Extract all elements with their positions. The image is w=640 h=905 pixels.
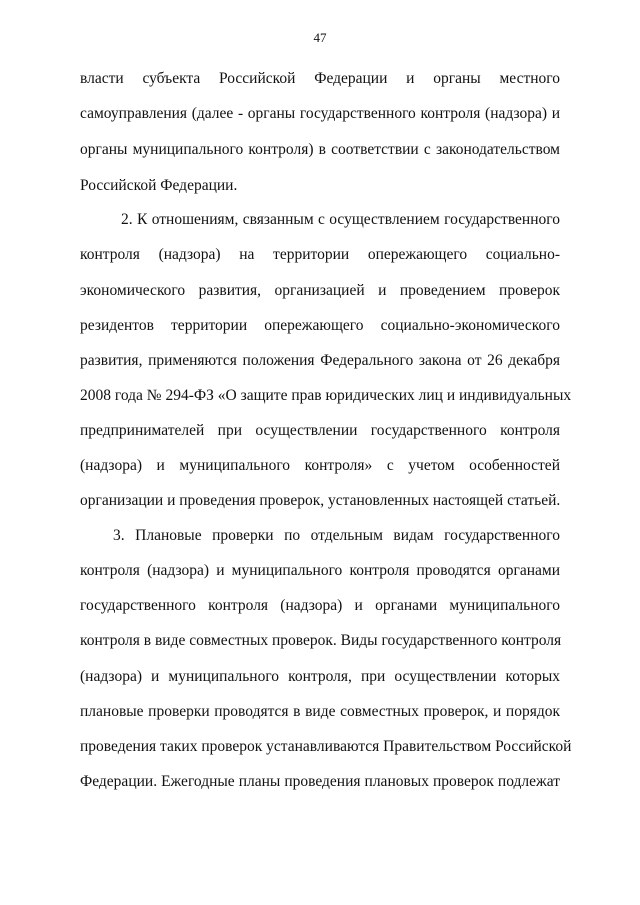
text-line: органы муниципального контроля) в соответствии с законодательством: [80, 141, 560, 158]
text-line: 2. К отношениям, связанным с осуществлением государственного: [121, 211, 560, 228]
text-line: проведения таких проверок устанавливаются Правительством Российской: [80, 738, 572, 755]
text-line: контроля (надзора) и муниципального контроля проводятся органами: [80, 562, 560, 579]
text-line: (надзора) и муниципального контроля, при осуществлении которых: [80, 668, 560, 685]
text-line: (надзора) и муниципального контроля» с учетом особенностей: [80, 457, 560, 474]
text-line: 2008 года № 294-ФЗ «О защите прав юридических лиц и индивидуальных: [80, 387, 572, 404]
text-line: плановые проверки проводятся в виде совместных проверок, и порядок: [80, 703, 560, 720]
text-line: резидентов территории опережающего социально-экономического: [80, 317, 560, 334]
text-line: организации и проведения проверок, установленных настоящей статьей.: [80, 492, 561, 509]
text-line: Федерации. Ежегодные планы проведения плановых проверок подлежат: [80, 773, 560, 790]
text-line: предпринимателей при осуществлении государственного контроля: [80, 422, 560, 439]
page-number: 47: [313, 30, 327, 45]
text-line: власти субъекта Российской Федерации и органы местного: [80, 70, 560, 87]
text-line: самоуправления (далее - органы государственного контроля (надзора) и: [80, 105, 560, 122]
text-line: 3. Плановые проверки по отдельным видам государственного: [113, 527, 560, 544]
text-line: контроля (надзора) на территории опережающего социально-: [80, 246, 560, 263]
text-line: контроля в виде совместных проверок. Виды государственного контроля: [80, 632, 562, 649]
text-line: государственного контроля (надзора) и органами муниципального: [80, 597, 560, 614]
text-line: экономического развития, организацией и проведением проверок: [80, 282, 560, 299]
text-line: развития, применяются положения Федерального закона от 26 декабря: [80, 352, 560, 369]
text-line: Российской Федерации.: [80, 177, 238, 194]
